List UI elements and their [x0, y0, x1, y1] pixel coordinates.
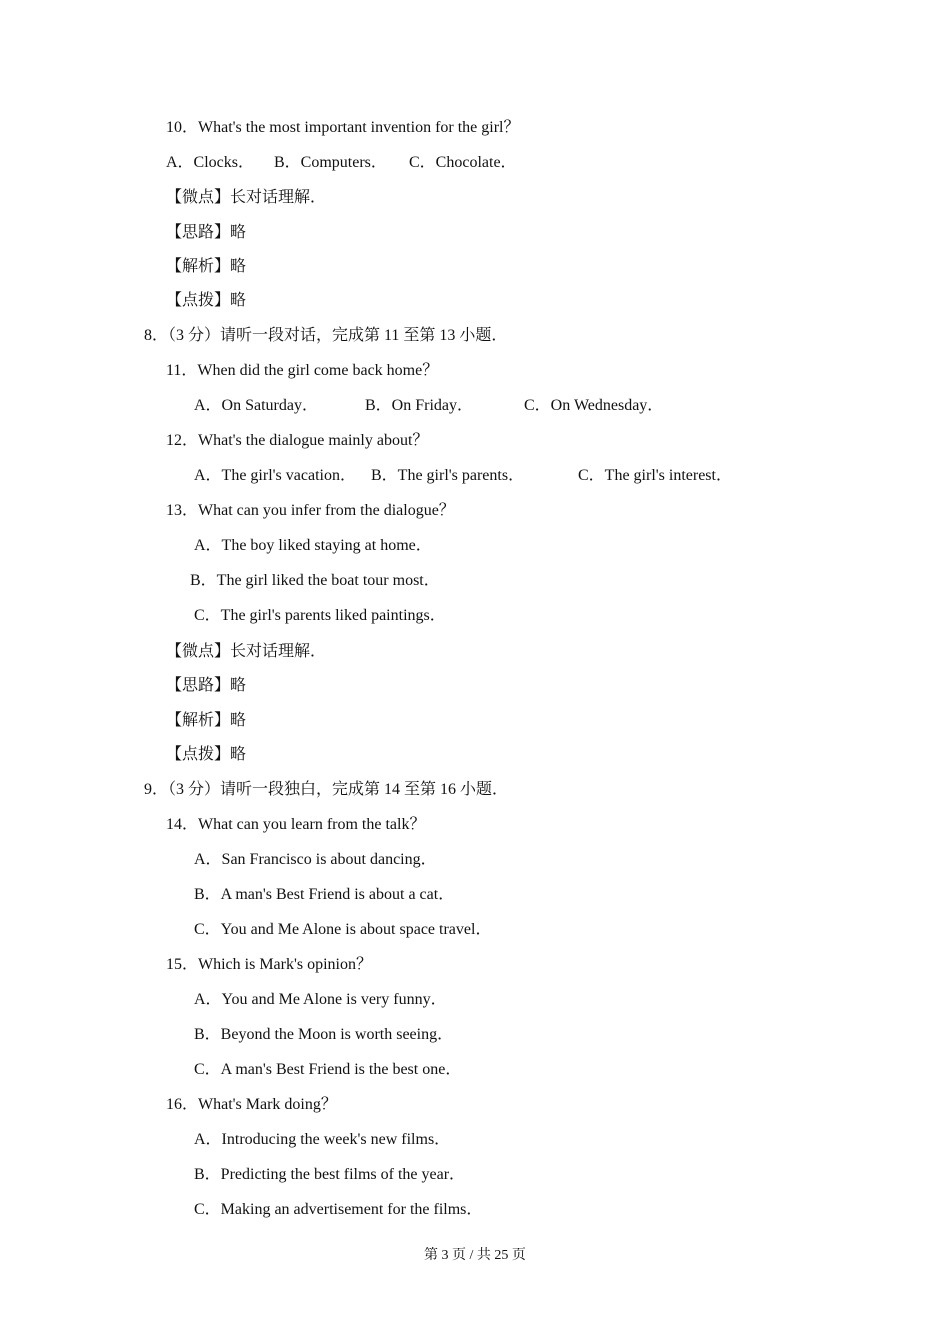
section-8-weidian: 【微点】长对话理解．	[166, 643, 327, 660]
question-11-stem: 11．When did the girl come back home？	[166, 362, 439, 379]
question-14-option-a: A．San Francisco is about dancing．	[194, 851, 437, 868]
question-12-stem: 12．What's the dialogue mainly about？	[166, 432, 429, 449]
option-b: B．Computers．	[274, 154, 387, 171]
option-a: A．The girl's vacation．	[194, 467, 356, 484]
question-14-option-b: B．A man's Best Friend is about a cat．	[194, 886, 455, 903]
question-15-option-a: A．You and Me Alone is very funny．	[194, 991, 447, 1008]
section-8-header: 8．（3 分）请听一段对话，完成第 11 至第 13 小题．	[144, 327, 508, 344]
question-16-option-b: B．Predicting the best films of the year．	[194, 1166, 466, 1183]
q10-weidian: 【微点】长对话理解．	[166, 189, 327, 206]
question-15-stem: 15．Which is Mark's opinion？	[166, 956, 372, 973]
section-8-jiexi: 【解析】略	[166, 712, 247, 729]
question-10-stem: 10．What's the most important invention for the girl？	[166, 119, 520, 136]
question-13-stem: 13．What can you infer from the dialogue？	[166, 502, 455, 519]
section-8-silu: 【思路】略	[166, 677, 247, 694]
option-b: B．The girl's parents．	[371, 467, 525, 484]
question-16-option-a: A．Introducing the week's new films．	[194, 1131, 451, 1148]
option-c: C．The girl's interest．	[578, 467, 732, 484]
option-b: B．On Friday．	[365, 397, 474, 414]
page-number: 第 3 页 / 共 25 页	[424, 1248, 526, 1263]
question-14-stem: 14．What can you learn from the talk？	[166, 816, 426, 833]
question-14-option-c: C．You and Me Alone is about space travel．	[194, 921, 492, 938]
question-16-stem: 16．What's Mark doing？	[166, 1096, 337, 1113]
question-13-option-c: C．The girl's parents liked paintings．	[194, 607, 446, 624]
question-13-option-a: A．The boy liked staying at home．	[194, 537, 432, 554]
option-c: C．Chocolate．	[409, 154, 517, 171]
option-c: C．On Wednesday．	[524, 397, 664, 414]
question-13-option-b: B．The girl liked the boat tour most．	[190, 572, 440, 589]
q10-jiexi: 【解析】略	[166, 258, 247, 275]
option-a: A．Clocks．	[166, 154, 255, 171]
section-9-header: 9．（3 分）请听一段独白，完成第 14 至第 16 小题．	[144, 781, 509, 798]
q10-silu: 【思路】略	[166, 224, 247, 241]
option-a: A．On Saturday．	[194, 397, 318, 414]
question-15-option-c: C．A man's Best Friend is the best one．	[194, 1061, 462, 1078]
q10-dianbo: 【点拨】略	[166, 292, 247, 309]
question-15-option-b: B．Beyond the Moon is worth seeing．	[194, 1026, 454, 1043]
section-8-dianbo: 【点拨】略	[166, 746, 247, 763]
question-16-option-c: C．Making an advertisement for the films．	[194, 1201, 483, 1218]
